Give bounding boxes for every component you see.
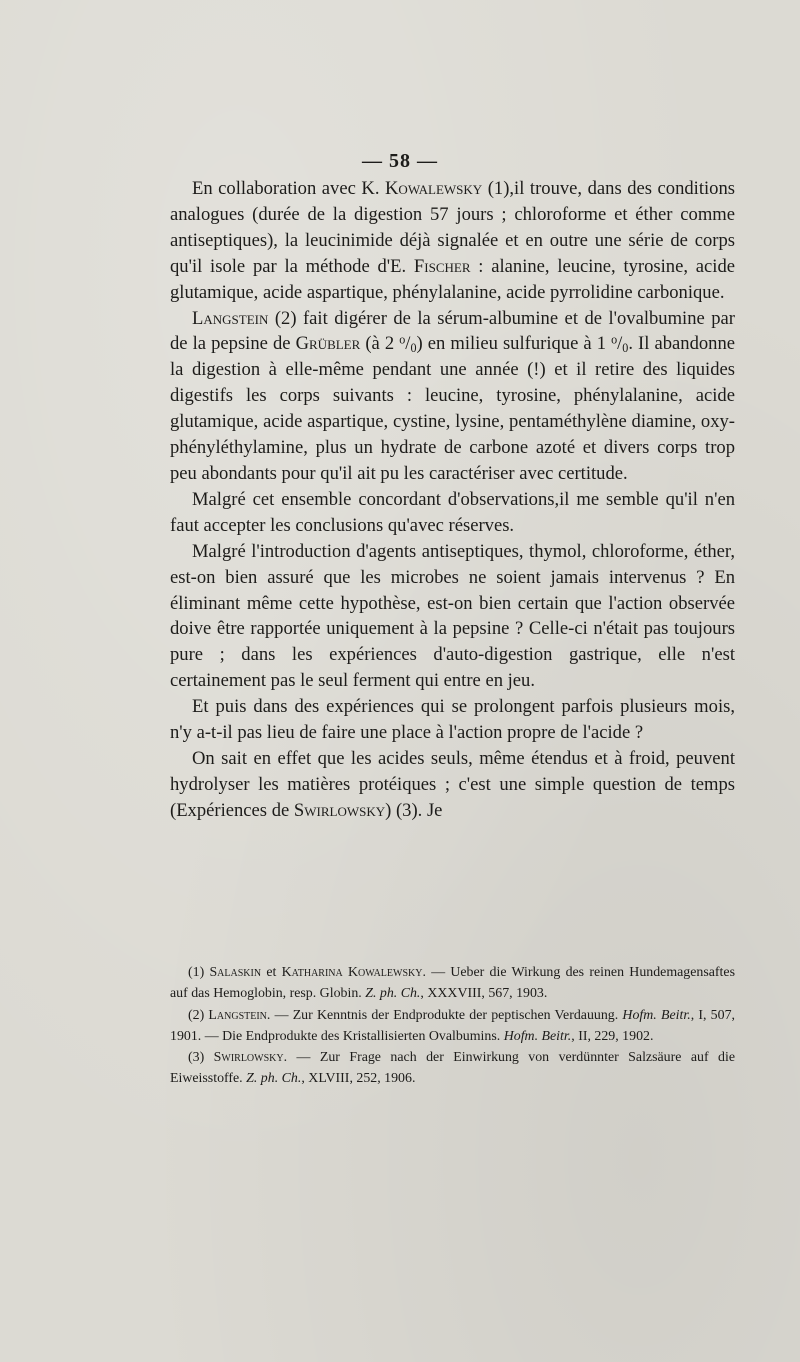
paragraph-2-text-c: ) en milieu sulfurique à 1 bbox=[416, 333, 612, 355]
paragraph-1-text-b: (1),il trouve, dans des conditions analogues (durée de la digestion 57 jours ; chloroforme et éther comme antiseptiques), la leucinimide déjà signalée et en outre une série de corps qu'il isole par la méthode d'E. bbox=[170, 178, 735, 277]
paragraph-6 bbox=[170, 746, 735, 824]
footnote-3-text-b: , XLVIII, 252, 1906. bbox=[301, 1071, 416, 1087]
paragraph-1 bbox=[170, 176, 735, 306]
paragraph-4: Malgré l'introduction d'agents antiseptiques, thymol, chloroforme, éther, est-on bien assuré que les microbes ne soient jamais intervenus ? En éliminant même cette hypothèse, est-on bien certain que l'action observée doive être rapportée uniquement à la pepsine ? Celle-ci n'était pas toujours pure ; dans les expériences d'auto-digestion gastrique, elle n'est certainement pas le seul ferment qui entre en jeu. bbox=[170, 540, 735, 692]
footnote-3-author-swirlowsky: Swirlowsky bbox=[213, 1050, 284, 1066]
footnote-3 bbox=[170, 1047, 735, 1090]
footnote-1-text-a: et bbox=[261, 965, 282, 980]
footnote-3-journal: Z. ph. Ch. bbox=[246, 1071, 302, 1087]
percent-sign-top: o bbox=[399, 333, 406, 347]
paragraph-2-text-b: (à 2 bbox=[360, 333, 400, 355]
paragraph-2: Langstein (2) fait digérer de la sérum-albumine et de l'ovalbumine par de la pepsine de Grübler (à 2 $^o/_0$) en milieu sulfurique à 1 $^o/_0$. Il abandonne la digestion à elle-même pendant une année (!) et il retire des liquides digestifs les corps suivants : leucine, tyrosine, phénylalanine, acide glutamique, acide aspartique, cystine, lysine, pentaméthylène diamine, oxyphényléthylamine, plus un hydrate de carbone azoté et divers corps trop peu abondants pour qu'il ait pu les caractériser avec certitude. bbox=[170, 307, 736, 484]
paragraph-2-text-a: (2) fait digérer de la sérum-albumine et de l'ovalbumine par de la pepsine de bbox=[170, 307, 735, 355]
paragraph-3: Malgré cet ensemble concordant d'observations,il me semble qu'il n'en faut accepter les conclusions qu'avec réserves. bbox=[170, 488, 735, 536]
author-swirlowsky: Swirlowsky bbox=[293, 799, 386, 821]
footnote-1-number: (1) bbox=[188, 965, 210, 980]
paragraph-6-text-a: On sait en effet que les acides seuls, même étendus et à froid, peuvent hydrolyser les matières protéiques ; c'est une simple question de temps (Expériences de bbox=[170, 747, 735, 821]
author-fischer: Fischer bbox=[413, 255, 471, 277]
percent-sign-bottom: 0 bbox=[410, 341, 417, 356]
footnote-2-text-b: , I, 507, 1901. — Die Endprodukte des Kristallisierten Ovalbumins. bbox=[170, 1007, 735, 1044]
percent-sign-top: o bbox=[611, 333, 618, 347]
footnote-3-number: (3) bbox=[188, 1050, 214, 1066]
footnotes bbox=[170, 962, 735, 1090]
paragraph-1-text-c: : alanine, leucine, tyrosine, acide glutamique, acide aspartique, phénylalanine, acide pyrrolidine carbonique. bbox=[170, 255, 735, 303]
footnote-1-text-c: , XXXVIII, 567, 1903. bbox=[420, 986, 548, 1002]
footnote-2-journal-2: Hofm. Beitr. bbox=[503, 1028, 572, 1044]
paragraph-2-text-d: . Il abandonne la digestion à elle-même pendant une année (!) et il retire des liquides digestifs les corps suivants : leucine, tyrosine, phénylalanine, acide glutamique, acide aspartique, cystine, lysine, pentaméthylène diamine, oxyphényléthylamine, plus un hydrate de carbone azoté et divers corps trop peu abondants pour qu'il ait pu les caractériser avec certitude. bbox=[170, 333, 736, 484]
page-number: — 58 — bbox=[362, 150, 438, 172]
author-langstein: Langstein bbox=[192, 307, 269, 329]
paragraph-1-text-a: En collaboration avec K. bbox=[192, 178, 385, 199]
author-grubler: Grübler bbox=[295, 333, 361, 355]
footnote-1-author-salaskin: Salaskin bbox=[209, 965, 262, 980]
footnote-3-text-a: . — Zur Frage nach der Einwirkung von verdünnter Salzsäure auf die Eiweisstoffe. bbox=[170, 1050, 736, 1087]
percent-sign-bottom: 0 bbox=[622, 341, 629, 356]
footnote-2-journal-1: Hofm. Beitr. bbox=[622, 1007, 691, 1023]
footnote-1 bbox=[170, 962, 735, 1005]
author-kowalewsky: Kowalewsky bbox=[385, 178, 483, 199]
footnote-2-author-langstein: Langstein bbox=[208, 1007, 267, 1023]
paragraph-6-text-b: ) (3). Je bbox=[385, 799, 443, 821]
body-text bbox=[170, 176, 735, 824]
footnote-1-author-kowalewsky: Katharina Kowalewsky bbox=[281, 965, 423, 980]
footnote-2-number: (2) bbox=[188, 1007, 209, 1023]
footnote-2 bbox=[170, 1005, 735, 1048]
paragraph-5: Et puis dans des expériences qui se prolongent parfois plusieurs mois, n'y a-t-il pas lieu de faire une place à l'action propre de l'acide ? bbox=[170, 696, 735, 744]
footnote-2-text-a: . — Zur Kenntnis der Endprodukte der peptischen Verdauung. bbox=[266, 1007, 623, 1023]
footnote-2-text-c: , II, 229, 1902. bbox=[571, 1028, 654, 1044]
footnote-1-journal: Z. ph. Ch. bbox=[365, 986, 421, 1002]
footnote-1-text-b: . — Ueber die Wirkung des reinen Hundemagensaftes auf das Hemoglobin, resp. Globin. bbox=[170, 965, 735, 1002]
